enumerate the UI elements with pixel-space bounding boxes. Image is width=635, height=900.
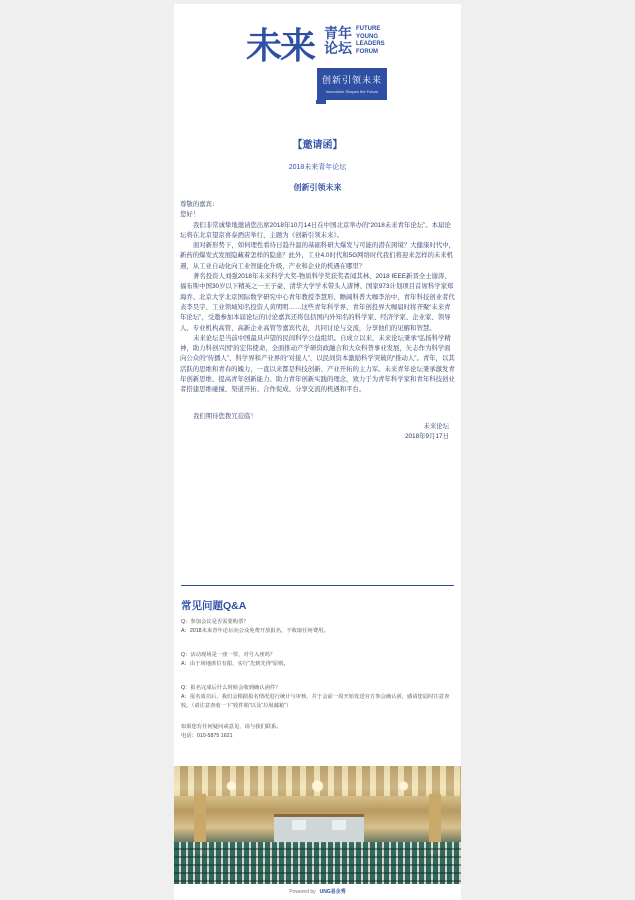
photo-seat-rows [174, 842, 461, 884]
letter-paragraph: 著名投资人刘强2018年未来科学大奖-物质科学奖获奖者闻其林、2018 IEEE新晋全士谢涛、福布斯中国30岁以下精英之一王子豪、清华大学学术带头人唐博、国家973计划项目首席科学家郑海乔、北京大学北京国际数学研究中心青年教授李慧形、瞻阔科普大咖李治中、青年科技创业者代表李昊宇、工业领域知名投资人黄明明……这些青年科学界、青年创投界大咖届时将齐聚“未来青年论坛”，受邀参加本届论坛的讨论嘉宾还将包括国内外知名的科学家、经济学家、企业家、领导人、专业机构高管、高新企业高管等嘉宾代表，共同讨论与交流，分享他们的见解和智慧。 [180, 273, 455, 332]
logo-en-text [356, 26, 396, 56]
faq-answer: A：报名成功后，我们会根据报名情况进行统计与审核，并于会前一周开始发送官方参会确认函，感请您届时注意查收。（请注意查收一下“收件箱”以及“垃圾邮箱”） [181, 694, 450, 709]
logo-en-line: YOUNG [356, 33, 379, 40]
logo-cn-text: 青年论坛 [324, 25, 352, 56]
logo-tag-decoration [316, 100, 326, 104]
letter-paragraph: 未来论坛是当前中国最具声望的民间科学公益组织。自成立以来，未来论坛秉承“弘扬科学精神，助力科创兴国”的宏伟使命，全面推动产学研资政融合和大众科普事业发展，矢志作为科学面向公众的“传播人”、科学界和产业界的“对接人”，以民间资本激励科学突破的“推动人”。青年，以其活跃的思维和青春的魄力，一直以来都是科技创新、产业开拓的主力军。未来青年论坛秉承激发青年创新思维、提高青年创新能力、助力青年创新实践的理念，致力于为青年科学家和青年科技创业者搭建思维碰撞、渠道开拓、合作促成、分享交流的机遇和平台。 [180, 334, 455, 394]
footer [174, 888, 461, 895]
letter-paragraph: 我们非常诚挚地邀请您出席2018年10月14日在中国北京举办的“2018未来青年论坛”。本届论坛将在北京望京喜泰酒店举行，主题为《创新引领未来》。 [180, 221, 451, 239]
photo-screen [332, 820, 346, 830]
conference-hall-photo [174, 766, 461, 884]
event-name: 2018未来青年论坛 [288, 164, 347, 171]
powered-by-label: Powered by [289, 889, 316, 895]
invitation-letter [180, 200, 455, 443]
photo-chandeliers [174, 776, 461, 796]
salutation: 尊敬的嘉宾： [180, 201, 219, 208]
photo-stage [274, 814, 364, 843]
letter-paragraph: 面对新形势下，如何理性看待日趋升温的基础科研大爆发与可能的潜在困境？大健康时代中，新药的爆发式发展隐藏着怎样的隐患？此外，工业4.0时代和5G网络时代我们将迎来怎样的未来机遇，从工业自动化向工业智能化升级，产业和企业的机遇在哪里？ [180, 242, 456, 270]
closing-line: 我们期待您拨冗莅临！ [193, 412, 257, 420]
spacer [181, 711, 456, 723]
spacer [181, 636, 456, 651]
greeting: 您好！ [180, 211, 200, 219]
logo-slogan-box [317, 68, 387, 100]
spacer [181, 669, 456, 684]
photo-screen [292, 820, 306, 830]
contact-note: 如果您有任何疑问或意见，请与我们联系。 [181, 724, 282, 730]
logo-en-line: FORUM [356, 48, 378, 55]
signature: 未来论坛 [423, 422, 449, 430]
spacer [180, 396, 455, 404]
logo-en-line: LEADERS [356, 41, 385, 48]
faq-question: Q：报名完成后什么时候会收到确认函件？ [181, 685, 281, 691]
event-theme: 创新引领未来 [293, 183, 342, 192]
faq-answer: A：2018未来青年论坛向公众免费开放报名，不收取任何费用。 [181, 628, 329, 634]
logo-en-line: FUTURE [356, 26, 381, 32]
letter-date: 2018年9月17日 [404, 433, 449, 441]
forum-logo [174, 4, 461, 114]
invitation-heading: 【邀请函】 [292, 140, 343, 151]
section-divider [181, 585, 454, 586]
faq-question: Q：参加会议是否需要购票？ [181, 619, 249, 625]
footer-brand-link[interactable]: UNG易企秀 [319, 889, 346, 895]
spacer [180, 404, 455, 412]
faq-title: 常见问题Q&A [181, 600, 247, 612]
faq-answer: A：由于场地席位有限，实行“先到先得”原则。 [181, 661, 289, 667]
faq-question: Q：活动现场是一座一票，对号入座吗？ [181, 652, 276, 658]
logo-slogan-en: Innovation Shapes the Future [325, 89, 379, 94]
faq-list [181, 618, 456, 741]
logo-slogan-cn: 创新引领未来 [321, 75, 382, 85]
invitation-page [174, 4, 461, 900]
logo-big-text: 未来 [246, 25, 315, 66]
contact-phone: 电话：010-5875 1621 [181, 733, 233, 739]
